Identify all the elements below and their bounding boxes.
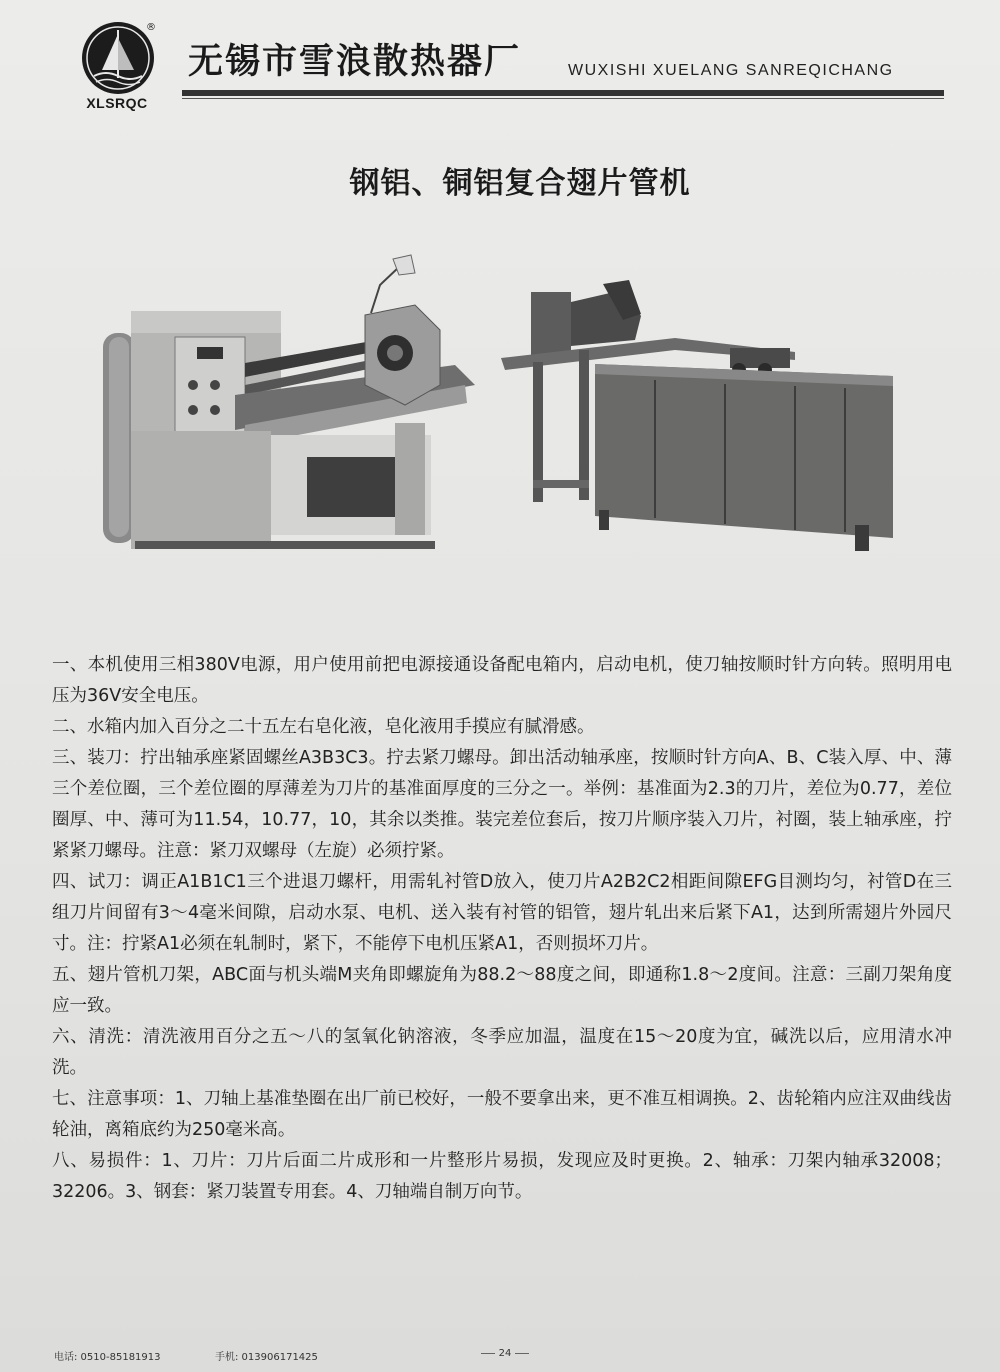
paragraph-2: 二、水箱内加入百分之二十五左右皂化液，皂化液用手摸应有腻滑感。: [52, 717, 595, 737]
header-divider: [182, 90, 944, 96]
paragraph-8: 八、易损件：1、刀片：刀片后面二片成形和一片整形片易损，发现应及时更换。2、轴承：刀架内轴承32008；32206。3、钢套：紧刀装置专用套。4、刀轴端自制万向节。: [52, 1151, 952, 1202]
paragraph-5: 五、翅片管机刀架，ABC面与机头端M夹角即螺旋角为88.2～88度之间，即通称1.8～2度间。注意：三副刀架角度应一致。: [52, 965, 952, 1016]
page-number-text: 24: [498, 1348, 512, 1359]
fin-tube-workbench-machine-photo: [495, 280, 900, 555]
page-title: 钢铝、铜铝复合翅片管机: [349, 166, 691, 201]
instructions-body: [52, 650, 952, 1208]
paragraph-6: 六、清洗：清洗液用百分之五～八的氢氧化钠溶液，冬季应加温，温度在15～20度为宜，碱洗以后，应用清水冲洗。: [52, 1027, 952, 1078]
registered-mark: ®: [146, 22, 156, 33]
paragraph-4: 四、试刀：调正A1B1C1三个进退刀螺杆，用需轧衬管D放入，使刀片A2B2C2相距间隙EFG目测均匀，衬管D在三组刀片间留有3～4毫米间隙，启动水泵、电机、送入装有衬管的铝管，翅片轧出来后紧下A1，达到所需翅片外园尺寸。注：拧紧A1必须在轧制时，紧下，不能停下电机压紧A1，否则损坏刀片。: [52, 872, 952, 954]
paragraph-1: 一、本机使用三相380V电源，用户使用前把电源接通设备配电箱内，启动电机，使刀轴按顺时针方向转。照明用电压为36V安全电压。: [52, 655, 952, 706]
fin-tube-rolling-machine-photo: [95, 245, 480, 555]
page-number: [470, 1348, 540, 1359]
footer-phone: 电话: 0510-85181913: [54, 1352, 161, 1363]
footer-mobile: 手机: 013906171425: [215, 1352, 318, 1363]
company-name-chinese: 无锡市雪浪散热器厂: [188, 42, 522, 82]
company-name-english: WUXISHI XUELANG SANREQICHANG: [568, 62, 894, 79]
paragraph-7: 七、注意事项：1、刀轴上基准垫圈在出厂前已校好，一般不要拿出来，更不准互相调换。2、齿轮箱内应注双曲线齿轮油，离箱底约为250毫米高。: [52, 1089, 952, 1140]
logo-text: XLSRQC: [86, 95, 148, 111]
header-divider-thin: [182, 98, 944, 99]
company-logo-icon: [80, 20, 156, 96]
paragraph-3: 三、装刀：拧出轴承座紧固螺丝A3B3C3。拧去紧刀螺母。卸出活动轴承座，按顺时针方向A、B、C装入厚、中、薄三个差位圈，三个差位圈的厚薄差为刀片的基准面厚度的三分之一。举例：基准面为2.3的刀片，差位为0.77，差位圈厚、中、薄可为11.54，10.77，10，其余以类推。装完差位套后，按刀片顺序装入刀片，衬圈，装上轴承座，拧紧紧刀螺母。注意：紧刀双螺母（左旋）必须拧紧。: [52, 748, 952, 861]
